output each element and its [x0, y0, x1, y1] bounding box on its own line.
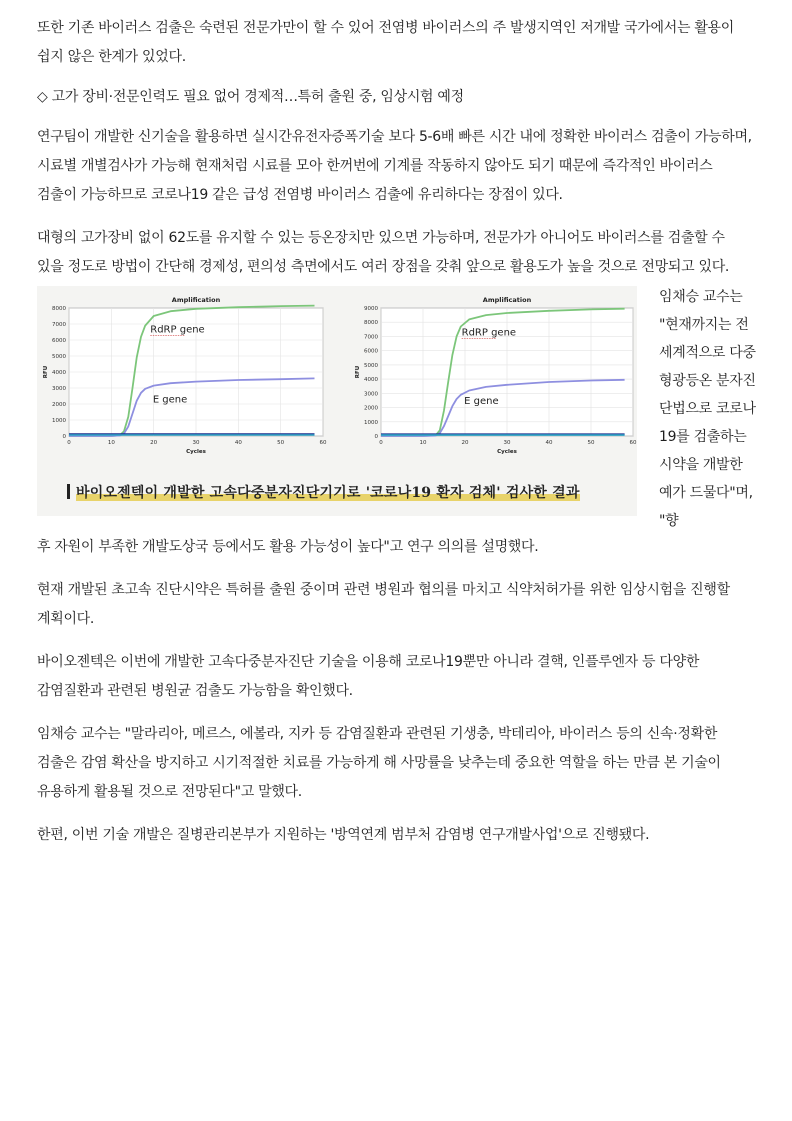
amplification-charts [37, 286, 637, 476]
y-tick-label: 8000 [52, 306, 66, 312]
x-axis-label: Cycles [497, 449, 517, 455]
chart-title: Amplification [482, 296, 532, 304]
paragraph: 또한 기존 바이러스 검출은 숙련된 전문가만이 할 수 있어 전염병 바이러스의 주 발생지역인 저개발 국가에서는 활용이 쉽지 않은 한계가 있었다. [37, 20, 735, 65]
wrapped-quote-text: 임채승 교수는 "현재까지는 전 세계적으로 다중형광등온 분자진단법으로 코로나19를 검출하는 시약을 개발한 예가 드물다"며, "향 [659, 289, 756, 529]
annotation-egene: E gene [152, 394, 188, 406]
y-tick-label: 2000 [364, 405, 378, 412]
y-tick-label: 3000 [364, 391, 378, 398]
x-tick-label: 30 [503, 440, 511, 446]
x-tick-label: 40 [234, 440, 242, 446]
y-tick-label: 4000 [364, 377, 378, 384]
y-tick-label: 5000 [364, 362, 378, 369]
x-tick-label: 20 [461, 440, 469, 446]
y-tick-label: 0 [62, 434, 66, 440]
annotation-egene: E gene [464, 395, 499, 407]
chart-panel-2 [355, 296, 637, 455]
x-tick-label: 50 [277, 440, 285, 446]
x-tick-label: 0 [379, 440, 383, 446]
y-tick-label: 6000 [364, 348, 378, 355]
x-tick-label: 30 [192, 440, 200, 446]
chart-panel-1 [43, 296, 327, 455]
x-tick-label: 10 [107, 440, 115, 446]
y-tick-label: 3000 [52, 386, 66, 392]
paragraph: 바이오젠텍은 이번에 개발한 고속다중분자진단 기술을 이용해 코로나19뿐만 아니라 결핵, 인플루엔자 등 다양한 감염질환과 관련된 병원균 검출도 가능함을 확인했다. [37, 654, 700, 699]
x-tick-label: 40 [545, 440, 553, 446]
x-axis-label: Cycles [186, 449, 206, 455]
y-tick-label: 4000 [52, 370, 66, 376]
x-tick-label: 60 [319, 440, 327, 446]
y-axis-label: RFU [43, 365, 49, 379]
paragraph: 후 자원이 부족한 개발도상국 등에서도 활용 가능성이 높다"고 연구 의의를 설명했다. [37, 539, 539, 555]
x-tick-label: 20 [150, 440, 158, 446]
figure-image [37, 286, 637, 516]
article-body [37, 14, 755, 850]
x-tick-label: 10 [419, 440, 427, 446]
figure-row [37, 284, 755, 538]
annotation-rdrp: RdRP gene [150, 324, 205, 336]
paragraph: 임채승 교수는 "말라리아, 메르스, 에볼라, 지카 등 감염질환과 관련된 기생충, 박테리아, 바이러스 등의 신속·정확한 검출은 감염 확산을 방지하고 시기적절한 치료를 가능하게 해 사망률을 낮추는데 중요한 역할을 하는 만큼 본 기술이 유용하게 활용될 것으로 전망된다"고 말했다. [37, 726, 721, 800]
subheading: ◇ 고가 장비·전문인력도 필요 없어 경제적…특허 출원 중, 임상시험 예정 [37, 89, 464, 105]
x-tick-label: 0 [67, 440, 71, 446]
y-tick-label: 2000 [52, 402, 66, 408]
y-axis-label: RFU [355, 365, 361, 379]
y-tick-label: 6000 [52, 338, 66, 344]
y-tick-label: 9000 [364, 306, 378, 312]
paragraph: 연구팀이 개발한 신기술을 활용하면 실시간유전자증폭기술 보다 5-6배 빠른 시간 내에 정확한 바이러스 검출이 가능하며, 시료별 개별검사가 가능해 현재처럼 시료를 모아 한꺼번에 기계를 작동하지 않아도 되기 때문에 즉각적인 바이러스 검출이 가능하므로 코로나19 같은 급성 전염병 바이러스 검출에 유리하다는 장점이 있다. [37, 129, 752, 203]
y-tick-label: 7000 [364, 334, 378, 341]
paragraph: 현재 개발된 초고속 진단시약은 특허를 출원 중이며 관련 병원과 협의를 마치고 식약처허가를 위한 임상시험을 진행할 계획이다. [37, 582, 730, 627]
chart-title: Amplification [171, 296, 221, 304]
x-tick-label: 50 [587, 440, 595, 446]
y-tick-label: 1000 [364, 419, 378, 426]
y-tick-label: 1000 [52, 418, 66, 424]
annotation-rdrp: RdRP gene [461, 327, 517, 339]
y-tick-label: 0 [374, 434, 378, 440]
x-tick-label: 60 [629, 440, 637, 446]
paragraph: 한편, 이번 기술 개발은 질병관리본부가 지원하는 '방역연계 범부처 감염병 연구개발사업'으로 진행됐다. [37, 827, 650, 843]
y-tick-label: 7000 [52, 322, 66, 328]
y-tick-label: 8000 [364, 320, 378, 327]
y-tick-label: 5000 [52, 354, 66, 360]
figure-caption: 바이오젠텍이 개발한 고속다중분자진단기기로 '코로나19 환자 검체' 검사한 결과 [67, 482, 580, 502]
paragraph: 대형의 고가장비 없이 62도를 유지할 수 있는 등온장치만 있으면 가능하며, 전문가가 아니어도 바이러스를 검출할 수 있을 정도로 방법이 간단해 경제성, 편의성 측면에서도 여러 장점을 갖춰 앞으로 활용도가 높을 것으로 전망되고 있다. [37, 230, 730, 275]
